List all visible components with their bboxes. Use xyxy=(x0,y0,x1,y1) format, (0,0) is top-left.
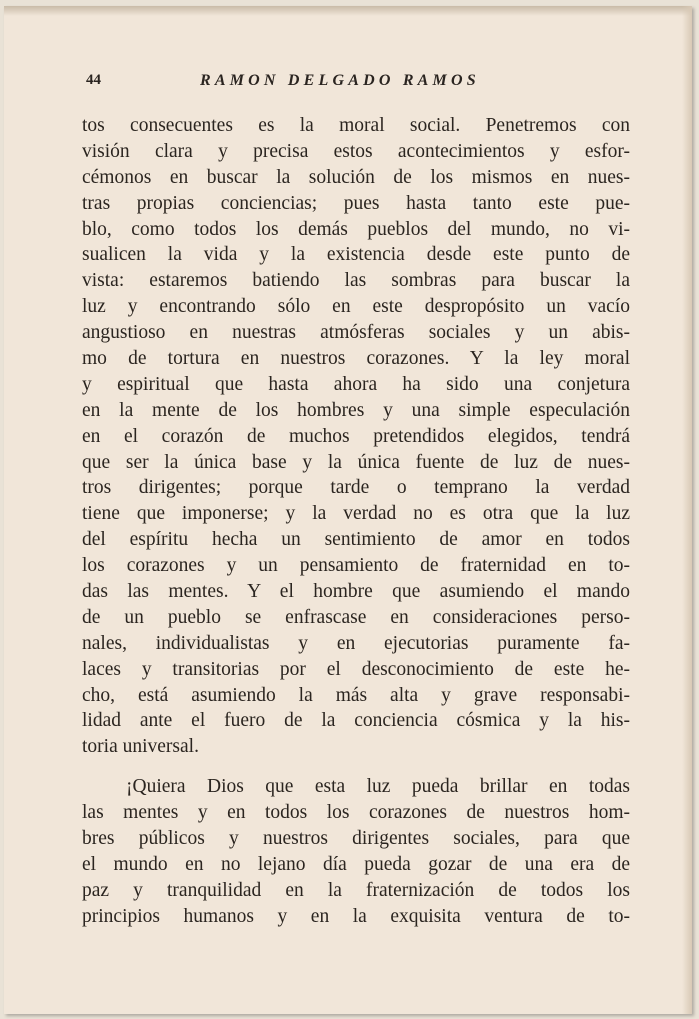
text-line: nales, individualistas y en ejecutorias puramente fa- xyxy=(82,632,630,654)
text-line: tros dirigentes; porque tarde o temprano la verdad xyxy=(82,477,630,499)
page-number: 44 xyxy=(86,72,101,88)
text-line: das las mentes. Y el hombre que asumiendo el mando xyxy=(82,581,630,603)
text-line: lidad ante el fuero de la conciencia cósmica y la his- xyxy=(82,710,630,732)
text-line: el mundo en no lejano día pueda gozar de una era de xyxy=(82,853,630,875)
text-line: laces y transitorias por el desconocimiento de este he- xyxy=(82,658,630,680)
text-line: en la mente de los hombres y una simple especulación xyxy=(82,399,630,421)
text-line: bres públicos y nuestros dirigentes sociales, para que xyxy=(82,828,630,850)
paragraph-2 xyxy=(82,774,630,929)
text-line: blo, como todos los demás pueblos del mundo, no vi- xyxy=(82,218,630,240)
text-line: vista: estaremos batiendo las sombras para buscar la xyxy=(82,270,630,292)
text-line: tiene que imponerse; y la verdad no es otra que la luz xyxy=(82,503,630,525)
text-line: tos consecuentes es la moral social. Penetremos con xyxy=(82,115,630,136)
text-line: ¡Quiera Dios que esta luz pueda brillar en todas xyxy=(126,776,630,798)
page-header xyxy=(82,72,634,94)
text-line: luz y encontrando sólo en este despropósito un vacío xyxy=(82,296,630,318)
text-line: visión clara y precisa estos acontecimientos y esfor- xyxy=(82,140,630,162)
book-page xyxy=(4,6,692,1014)
text-line: paz y tranquilidad en la fraternización de todos los xyxy=(82,879,630,901)
text-line: de un pueblo se enfrascase en consideraciones perso- xyxy=(82,606,630,628)
body-text xyxy=(82,113,630,930)
text-line: tras propias conciencias; pues hasta tanto este pue- xyxy=(82,192,630,214)
text-line: las mentes y en todos los corazones de nuestros hom- xyxy=(82,802,630,824)
text-line: los corazones y un pensamiento de fraternidad en to- xyxy=(82,555,630,577)
text-line: toria universal. xyxy=(82,736,199,758)
running-head-author: RAMON DELGADO RAMOS xyxy=(200,72,480,89)
text-line: que ser la única base y la única fuente de luz de nues- xyxy=(82,451,630,473)
text-line: en el corazón de muchos pretendidos elegidos, tendrá xyxy=(82,425,630,447)
text-line: mo de tortura en nuestros corazones. Y la ley moral xyxy=(82,348,630,370)
text-line: principios humanos y en la exquisita ventura de to- xyxy=(82,905,630,927)
paragraph-1 xyxy=(82,113,630,760)
text-line: sualicen la vida y la existencia desde este punto de xyxy=(82,244,630,266)
text-line: y espiritual que hasta ahora ha sido una conjetura xyxy=(82,373,630,395)
text-line: del espíritu hecha un sentimiento de amor en todos xyxy=(82,529,630,551)
text-line: cémonos en buscar la solución de los mismos en nues- xyxy=(82,166,630,188)
text-line: angustioso en nuestras atmósferas sociales y un abis- xyxy=(82,322,630,344)
text-line: cho, está asumiendo la más alta y grave responsabi- xyxy=(82,684,630,706)
